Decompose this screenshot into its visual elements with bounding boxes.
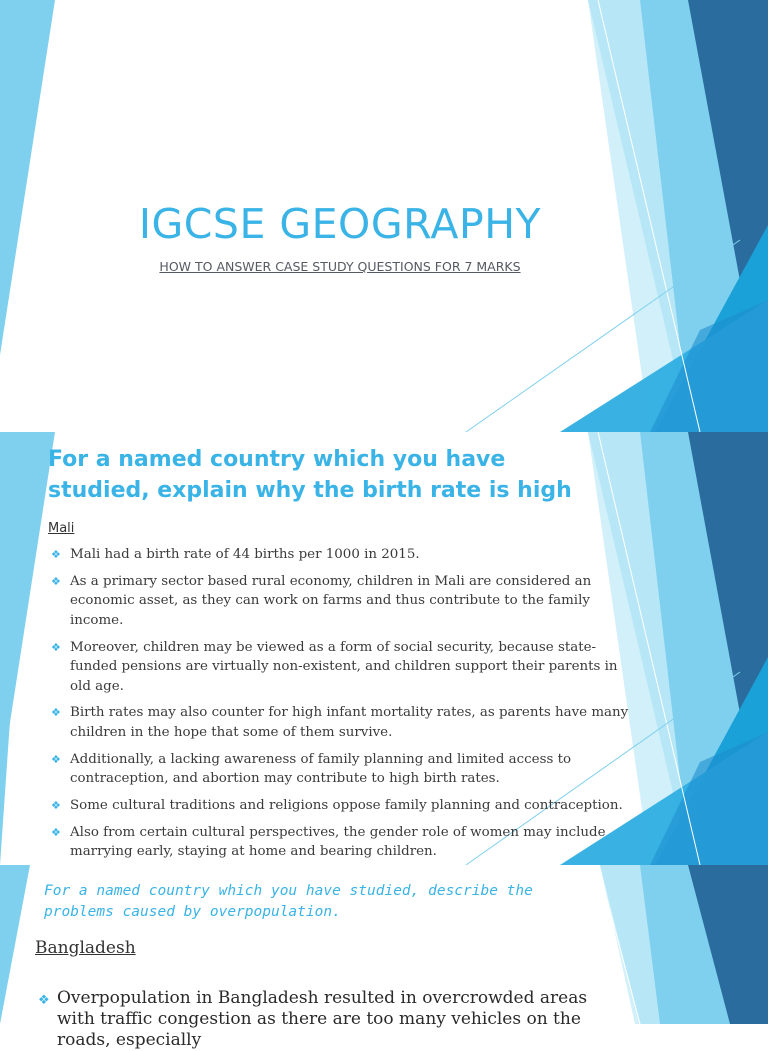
list-item — [48, 545, 633, 565]
list-item — [48, 703, 633, 742]
slide-subtitle: HOW TO ANSWER CASE STUDY QUESTIONS FOR 7 MARKS — [159, 259, 521, 274]
diamond-bullet-icon: ❖ — [51, 640, 61, 654]
diamond-bullet-icon: ❖ — [51, 798, 61, 812]
list-item — [48, 750, 633, 789]
list-item — [48, 638, 633, 697]
diamond-bullet-icon: ❖ — [51, 825, 61, 839]
bullet-text: Moreover, children may be viewed as a form of social security, because state-funded pensions are virtually non-existent, and children support their parents in old age. — [70, 639, 618, 694]
overpopulation-slide — [0, 865, 768, 1050]
diamond-bullet-icon: ❖ — [51, 548, 61, 561]
bullet-text: Overpopulation in Bangladesh resulted in overcrowded areas with traffic congestion as there are too many vehicles on the roads, especially — [57, 988, 588, 1050]
list-item — [48, 823, 633, 862]
bullet-text: Additionally, a lacking awareness of family planning and limited access to contraception, and abortion may contribute to high birth rates. — [70, 751, 572, 787]
slide-title: For a named country which you have studied, describe the problems caused by overpopulation. — [44, 883, 533, 920]
bullet-text: Also from certain cultural perspectives, the gender role of women may include marrying early, staying at home and bearing children. — [70, 824, 606, 860]
bullet-text: As a primary sector based rural economy, children in Mali are considered an economic asset, as they can work on farms and thus contribute to the family income. — [70, 573, 592, 628]
birth-rate-slide — [0, 432, 768, 865]
bullet-text: Mali had a birth rate of 44 births per 1000 in 2015. — [70, 547, 420, 562]
diamond-bullet-icon: ❖ — [51, 752, 61, 766]
title-slide — [0, 0, 768, 432]
bullet-text: Some cultural traditions and religions oppose family planning and contraception. — [70, 797, 623, 813]
country-heading: Bangladesh — [35, 938, 136, 958]
slide-title: For a named country which you have studied, explain why the birth rate is high — [48, 447, 572, 503]
diamond-bullet-icon: ❖ — [38, 993, 50, 1008]
slide-title: IGCSE GEOGRAPHY — [138, 200, 542, 248]
bullet-list — [48, 545, 633, 869]
bullet-list — [35, 988, 625, 1051]
country-heading: Mali — [48, 521, 75, 536]
list-item — [48, 572, 633, 631]
diamond-bullet-icon: ❖ — [51, 574, 61, 588]
bullet-text: Birth rates may also counter for high infant mortality rates, as parents have many children in the hope that some of them survive. — [70, 705, 629, 740]
diamond-bullet-icon: ❖ — [51, 706, 61, 720]
list-item — [35, 988, 625, 1051]
list-item — [48, 796, 633, 816]
